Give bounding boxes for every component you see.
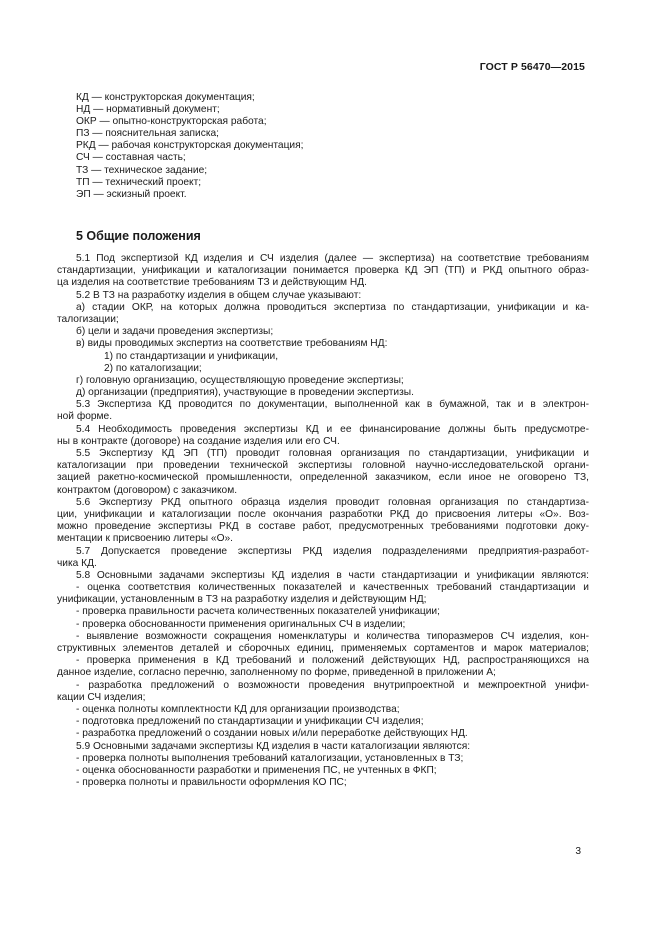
abbreviation-item: НД — нормативный документ; [76, 104, 220, 116]
text-line: д) организации (предприятия), участвующие в проведении экспертизы. [76, 387, 414, 399]
text-line: ной форме. [57, 411, 113, 423]
text-line: - проверка применения в КД требований и положений действующих НД, распространяющихся на [76, 655, 589, 667]
text-line: - разработка предложений о создании новых и/или переработке действующих НД. [76, 728, 468, 740]
text-line: 5.3 Экспертиза КД проводится по документации, выполненной как в бумажной, так и в электрон- [76, 399, 589, 411]
text-line: структивных элементов деталей и сборочных единиц, применяемых сортаментов и марок материалов; [57, 643, 589, 654]
abbreviation-item: ТП — технический проект; [76, 176, 202, 188]
abbreviation-item: КД — конструкторская документация; [76, 92, 255, 103]
text-line: 5.4 Необходимость проведения экспертизы КД и ее финансирование должны быть предусмотре- [76, 423, 589, 435]
text-line: ца изделия на соответствие требованиям ТЗ и действующим НД. [57, 277, 367, 289]
abbreviation-item: СЧ — составная часть; [76, 152, 186, 164]
text-line: 5.2 В ТЗ на разработку изделия в общем случае указывают: [76, 289, 362, 301]
text-line: г) головную организацию, осуществляющую проведение экспертизы; [76, 374, 404, 386]
text-line: стандартизации, унификации и каталогизации понимается проверка КД ЭП (ТП) и РКД опытного образ- [57, 265, 589, 277]
text-line: 2) по каталогизации; [104, 362, 202, 374]
text-line: а) стадии ОКР, на которых должна проводиться экспертиза по стандартизации, унификации и ка- [76, 301, 589, 313]
text-line: контрактом (договором) с заказчиком. [57, 484, 238, 496]
text-line: 1) по стандартизации и унификации, [104, 350, 279, 362]
text-line: - подготовка предложений по стандартизации и унификации СЧ изделия; [76, 716, 424, 728]
text-line: ны в контракте (договоре) на создание изделия или его СЧ. [57, 435, 340, 447]
text-line: талогизации; [57, 313, 119, 325]
text-line: зацией ракетно-космической промышленности, определенной заказчиком, если иное не оговорено ТЗ, [57, 472, 589, 484]
text-line: - оценка соответствия количественных показателей и качественных требований стандартизации и [76, 582, 589, 594]
text-line: - выявление возможности сокращения номенклатуры и количества типоразмеров СЧ изделия, кон- [76, 630, 589, 642]
text-line: - проверка полноты и правильности оформления КО ПС; [76, 777, 347, 789]
text-line: каталогизации при проведении технической экспертизы головной научно-исследовательской органи- [57, 460, 589, 472]
text-line: кации СЧ изделия; [57, 691, 146, 703]
text-line: 5.8 Основными задачами экспертизы КД изделия в части стандартизации и унификации являются: [76, 569, 589, 581]
text-line: б) цели и задачи проведения экспертизы; [76, 326, 274, 338]
abbreviation-item: ОКР — опытно-конструкторская работа; [76, 116, 267, 128]
section-heading: 5 Общие положения [76, 229, 201, 243]
text-line: 5.7 Допускается проведение экспертизы РКД изделия подразделениями предприятия-разработ- [76, 545, 589, 557]
abbreviation-item: РКД — рабочая конструкторская документация; [76, 140, 304, 152]
text-line: унификации, установленным в ТЗ на разработку изделия и действующим НД; [57, 594, 427, 606]
text-line: 5.9 Основными задачами экспертизы КД изделия в части каталогизации являются: [76, 740, 471, 752]
abbreviation-item: ЭП — эскизный проект. [76, 188, 187, 200]
text-line: ментации к присвоению литеры «О». [57, 533, 233, 545]
text-line: 5.1 Под экспертизой КД изделия и СЧ изделия (далее — экспертиза) на соответствие требованиям [76, 253, 589, 264]
abbreviation-item: ПЗ — пояснительная записка; [76, 128, 220, 140]
standard-code: ГОСТ Р 56470—2015 [479, 61, 585, 73]
text-line: 5.5 Экспертизу КД ЭП (ТП) проводит головная организация по стандартизации, унификации и [76, 448, 589, 459]
text-line: - проверка обоснованности применения оригинальных СЧ в изделии; [76, 618, 406, 630]
text-line: можно проведение экспертизы РКД в составе работ, предусмотренных требованиями подготовки доку- [57, 521, 589, 533]
text-line: - разработка предложений о возможности проведения внутрипроектной и межпроектной унифи- [76, 679, 589, 691]
section-body [57, 253, 589, 789]
text-line: данное изделие, согласно перечню, заполненному по форме, приведенной в приложении А; [57, 667, 496, 679]
text-line: - оценка обоснованности разработки и применения ПС, не учтенных в ФКП; [76, 764, 437, 776]
page-number: 3 [575, 846, 581, 857]
text-line: чика КД. [57, 557, 97, 569]
text-line: - проверка правильности расчета количественных показателей унификации; [76, 606, 440, 618]
abbreviation-list [76, 92, 496, 201]
text-line: - проверка полноты выполнения требований каталогизации, установленных в ТЗ; [76, 752, 464, 764]
text-line: - оценка полноты комплектности КД для организации производства; [76, 703, 400, 715]
text-line: 5.6 Экспертизу РКД опытного образца изделия проводит головная организация по стандартиза- [76, 496, 589, 508]
text-line: ции, унификации и каталогизации после окончания разработки РКД до присвоения литеры «О». Воз- [57, 508, 589, 520]
abbreviation-item: ТЗ — техническое задание; [76, 164, 208, 176]
text-line: в) виды проводимых экспертиз на соответствие требованиям НД: [76, 338, 388, 350]
